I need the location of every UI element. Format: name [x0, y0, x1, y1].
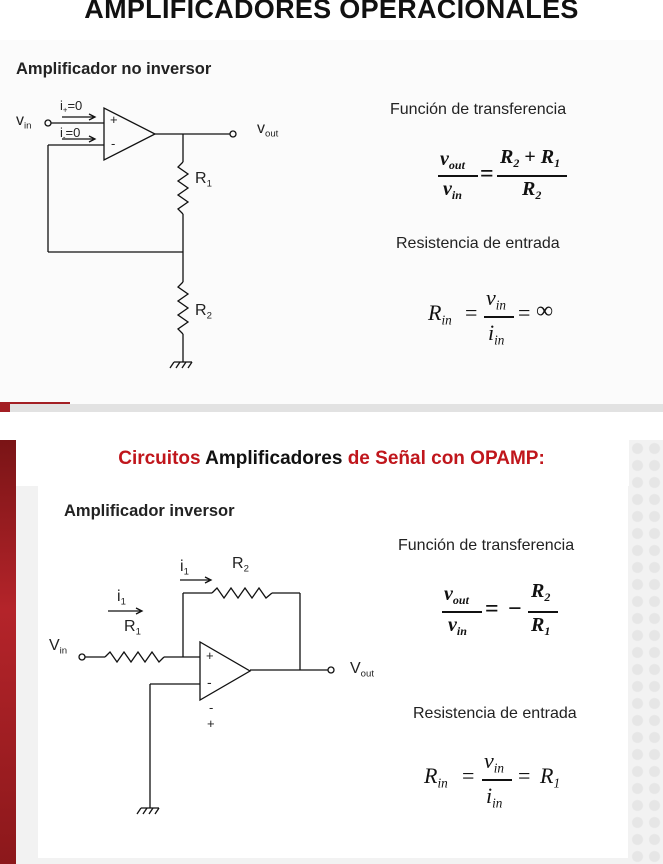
noninv-rin-equals-2: = — [518, 300, 531, 325]
noninv-rin-infinity: ∞ — [536, 298, 554, 324]
inv-tf-den-right: $R_1$ — [531, 614, 551, 639]
inv-i1-top-label: $i_1$ — [180, 558, 189, 578]
inv-supply-plus: + — [207, 716, 215, 731]
inv-vout-label: $V_{out}$ — [350, 660, 375, 680]
inv-rin-result: $R_1$ — [540, 763, 561, 791]
inv-heading: Amplificador inversor — [64, 502, 235, 520]
inv-plus-sign: + — [206, 648, 214, 663]
inv-rin-equals-2: = — [518, 763, 531, 788]
inv-tf-num-left: $v_{out}$ — [444, 583, 469, 608]
noninv-tf-equals: = — [480, 161, 494, 187]
inv-i1-left-label: $i_1$ — [117, 588, 126, 608]
inv-rin-lhs: $R_{in}$ — [424, 763, 448, 791]
subtitle-part-1: Circuitos — [118, 448, 201, 469]
noninv-r1-label: $R_1$ — [195, 170, 212, 190]
noninv-tf-numerator-right: $R_2 + R_1$ — [500, 146, 561, 171]
noninv-minus-sign: - — [111, 136, 116, 151]
inv-r1 — [105, 652, 164, 662]
inv-rin-frac-line — [482, 779, 512, 781]
inv-tf-label: Función de transferencia — [398, 537, 575, 554]
inv-vout-terminal — [328, 667, 334, 673]
noninv-plus-sign: + — [110, 112, 118, 127]
inv-r1-label: $R_1$ — [124, 618, 141, 638]
noninv-rin-equals-1: = — [465, 300, 478, 325]
inv-rin-num: $v_{in}$ — [484, 748, 505, 776]
inv-r2-label: $R_2$ — [232, 555, 249, 575]
inv-rin-equals-1: = — [462, 763, 475, 788]
noninv-tf-denominator-left: $v_{in}$ — [443, 178, 462, 203]
noninv-rin-den: $i_{in}$ — [488, 320, 505, 348]
noninv-tf-label: Función de transferencia — [390, 101, 567, 118]
inv-tf-minus: − — [508, 596, 522, 622]
noninv-iplus-label: $i_+=0$ — [60, 98, 83, 115]
inv-rin-label: Resistencia de entrada — [413, 705, 577, 722]
noninv-heading: Amplificador no inversor — [16, 60, 212, 78]
noninv-vout-label: $v_{out}$ — [257, 120, 279, 140]
inv-vin-terminal — [79, 654, 85, 660]
noninv-rin-num: $v_{in}$ — [486, 285, 507, 313]
inv-vin-label: $V_{in}$ — [49, 637, 68, 657]
noninv-r2-label: $R_2$ — [195, 302, 212, 322]
inv-supply-minus: - — [209, 700, 214, 715]
inv-tf-num-right: $R_2$ — [531, 580, 551, 605]
inv-tf-frac-line-right — [528, 611, 558, 613]
noninv-vin-label: $v_{in}$ — [16, 112, 32, 132]
inv-rin-den: $i_{in}$ — [486, 783, 503, 811]
noninv-tf-denominator-right: $R_2$ — [522, 178, 542, 203]
inv-tf-frac-line-left — [442, 611, 482, 613]
inv-r2 — [212, 588, 272, 598]
noninv-rin-label: Resistencia de entrada — [396, 235, 560, 252]
noninv-rin-lhs: $R_{in}$ — [428, 300, 452, 328]
noninv-iminus-label: $i_-=0$ — [60, 125, 81, 142]
noninv-tf-numerator-left: $v_{out}$ — [440, 148, 465, 173]
inv-tf-equals: = — [485, 596, 499, 622]
inv-tf-den-left: $v_{in}$ — [448, 614, 467, 639]
inv-minus-sign: - — [207, 674, 212, 690]
subtitle-part-3: de Señal con OPAMP: — [347, 448, 545, 469]
page-title: AMPLIFICADORES OPERACIONALES — [84, 0, 579, 24]
subtitle-part-2: Amplificadores — [205, 448, 343, 469]
